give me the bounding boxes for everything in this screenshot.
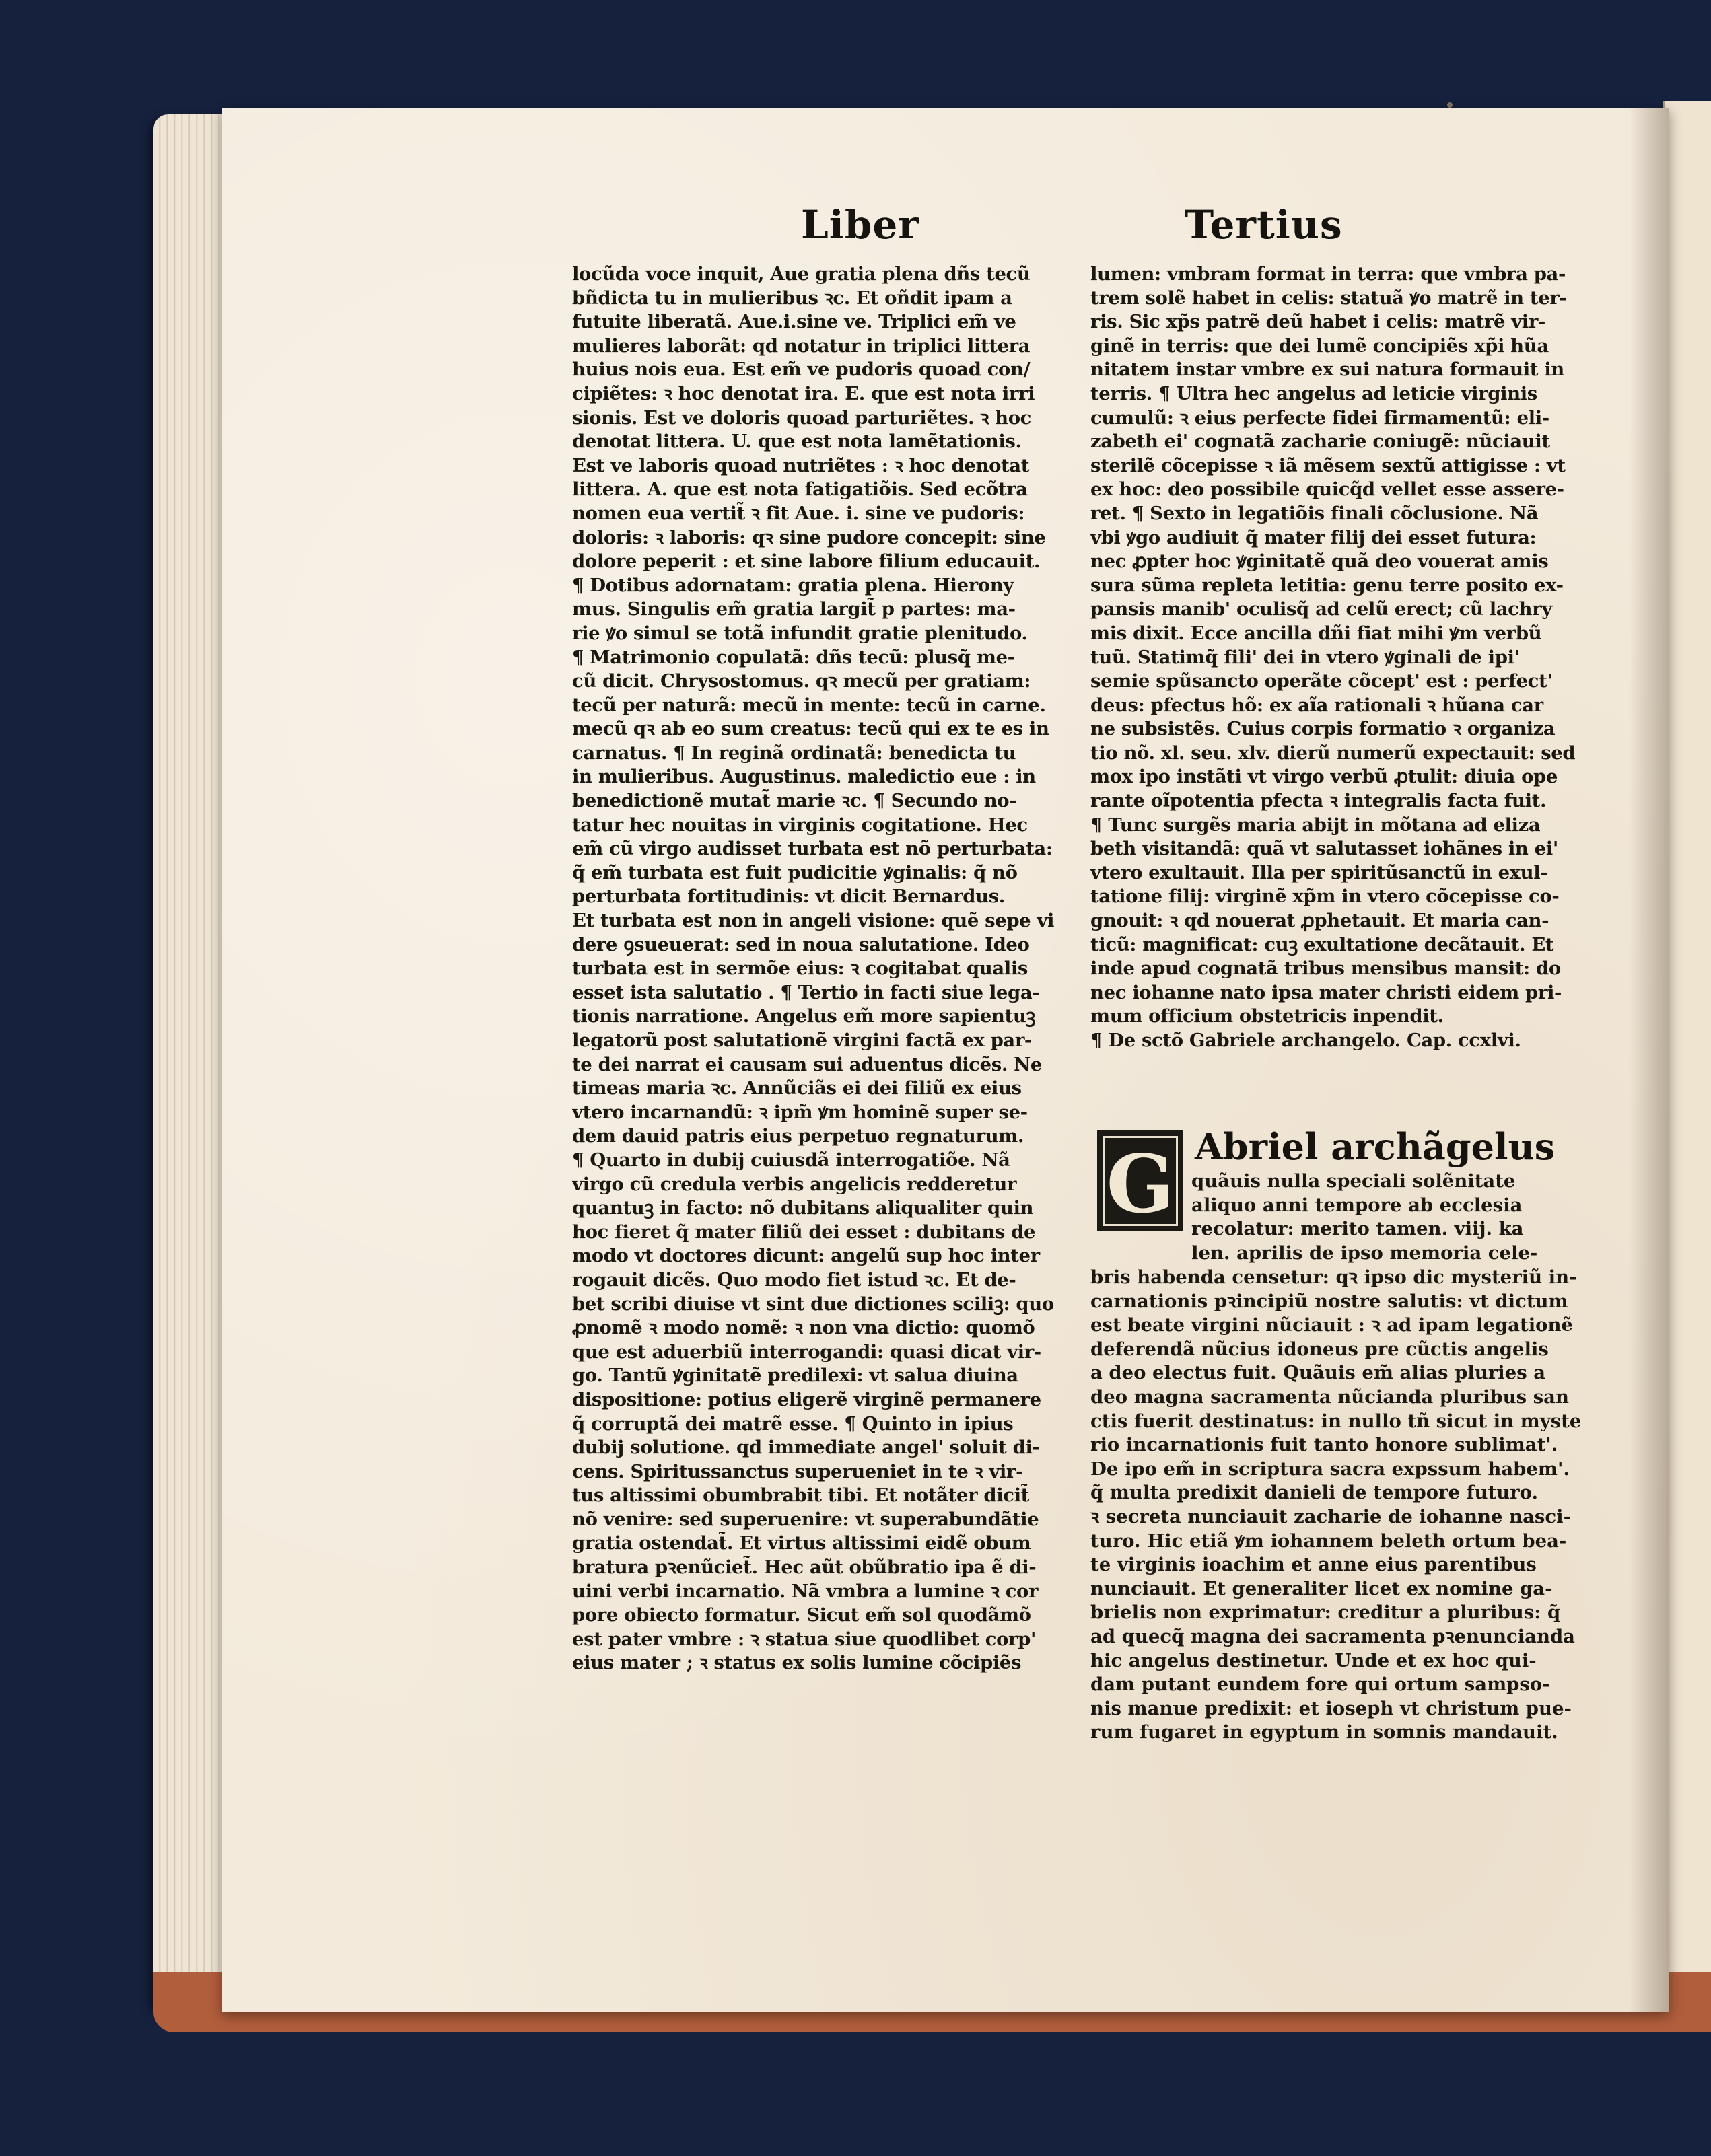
text-line: quãuis nulla speciali solẽnitate — [1191, 1170, 1516, 1192]
text-line: uini verbi incarnatio. Nã vmbra a lumine ꝛ cor — [572, 1580, 1039, 1602]
text-line: vbi ꝟgo audiuit q̃ mater filij dei esset futura: — [1090, 526, 1537, 548]
text-line: gnouit: ꝛ qd nouerat ꝓphetauit. Et maria can- — [1090, 910, 1549, 932]
text-line: bris habenda censetur: qꝛ ipso dic mysteriũ in- — [1090, 1266, 1577, 1288]
text-line: ticũ: magnificat: cuꝫ exultatione decãtauit. Et — [1090, 933, 1554, 956]
text-line: ¶ De sctõ Gabriele archangelo. Cap. ccxlvi. — [1090, 1030, 1521, 1051]
text-line: cũ dicit. Chrysostomus. qꝛ mecũ per gratiam: — [572, 670, 1031, 692]
text-line: tuũ. Statimq̃ fili' dei in vtero ꝟginali de ipi' — [1090, 646, 1520, 668]
text-line: virgo cũ credula verbis angelicis redderetur — [572, 1173, 1017, 1195]
text-line: dolore peperit : et sine labore filium educauit. — [572, 550, 1041, 573]
text-line: em̃ cũ virgo audisset turbata est nõ perturbata: — [572, 838, 1053, 860]
initial-letter: G — [1106, 1137, 1175, 1231]
text-line: ¶ Dotibus adornatam: gratia plena. Hierony — [572, 574, 1014, 596]
text-line: Et turbata est non in angeli visione: quẽ sepe vi — [572, 910, 1055, 932]
text-line: semie spũsancto operãte cõcept' est : perfect' — [1090, 670, 1553, 692]
text-line: rante oĩpotentia pfecta ꝛ integralis facta fuit. — [1090, 790, 1547, 812]
text-line: nunciauit. Et generaliter licet ex nomine ga- — [1090, 1577, 1553, 1600]
text-line: est beate virgini nũciauit : ꝛ ad ipam legationẽ — [1090, 1314, 1573, 1336]
text-line: denotat littera. U. que est nota lamẽtationis. — [572, 431, 1022, 453]
text-line: nitatem instar vmbre ex sui natura formauit in — [1090, 359, 1564, 381]
text-line: sionis. Est ve doloris quoad parturiẽtes. ꝛ hoc — [572, 406, 1032, 429]
text-line: bet scribi diuise vt sint due dictiones sciliꝫ: quo — [572, 1293, 1054, 1315]
text-line: aliquo anni tempore ab ecclesia — [1191, 1194, 1523, 1216]
text-line: pore obiecto formatur. Sicut em̃ sol quodãmõ — [572, 1604, 1031, 1626]
text-line: dere ꝯsueuerat: sed in noua salutatione. Ideo — [572, 933, 1030, 956]
text-line: ꝛ secreta nunciauit zacharie de iohanne nasci- — [1090, 1505, 1571, 1528]
text-line: est pater vmbre : ꝛ statua siue quodlibet corp' — [572, 1628, 1036, 1650]
text-line: deferendã nũcius idoneus pre cũctis angelis — [1090, 1338, 1549, 1360]
text-line: turbata est in sermõe eius: ꝛ cogitabat qualis — [572, 958, 1028, 980]
text-line: ris. Sic xp̃s patrẽ deũ habet i celis: matrẽ vir- — [1090, 311, 1545, 333]
text-line: tatur hec nouitas in virginis cogitatione. Hec — [572, 814, 1028, 836]
text-line: nec iohanne nato ipsa mater christi eidem pri- — [1090, 981, 1562, 1003]
text-line: carnatus. ¶ In reginã ordinatã: benedicta tu — [572, 742, 1016, 764]
text-line: tecũ per naturã: mecũ in mente: tecũ in carne. — [572, 694, 1046, 716]
text-line: locũda voce inquit, Aue gratia plena dñs tecũ — [572, 263, 1031, 285]
text-line: dubij solutione. qd immediate angel' soluit di- — [572, 1437, 1040, 1459]
text-line: ctis fuerit destinatus: in nullo tñ sicut in myste — [1090, 1410, 1582, 1432]
text-line: gratia ostendat̃. Et virtus altissimi eidẽ obum — [572, 1532, 1031, 1554]
text-line: hoc fieret q̃ mater filiũ dei esset : dubitans de — [572, 1221, 1036, 1243]
text-line: mum officium obstetricis inpendit. — [1090, 1005, 1444, 1028]
text-line: mulieres laborãt: qd notatur in triplici littera — [572, 334, 1031, 357]
running-head-left: Liber — [801, 202, 919, 248]
text-line: carnationis pꝛincipiũ nostre salutis: vt dictum — [1090, 1290, 1568, 1312]
text-line: dispositione: potius eligerẽ virginẽ permanere — [572, 1388, 1041, 1410]
text-line: cipiẽtes: ꝛ hoc denotat ira. E. que est nota irri — [572, 382, 1035, 404]
text-line: mis dixit. Ecce ancilla dñi fiat mihi ꝟm verbũ — [1090, 622, 1542, 644]
text-line: turo. Hic etiã ꝟm iohannem beleth ortum bea- — [1090, 1530, 1567, 1552]
text-line: De ipo em̃ in scriptura sacra expssum habem'. — [1090, 1458, 1570, 1480]
text-line: a deo electus fuit. Quãuis em̃ alias pluries a — [1090, 1362, 1546, 1384]
text-line: mecũ qꝛ ab eo sum creatus: tecũ qui ex te es in — [572, 718, 1049, 740]
text-line: q̃ corruptã dei matrẽ esse. ¶ Quinto in ipius — [572, 1412, 1014, 1435]
text-line: pansis manib' oculisq̃ ad celũ erect; cũ lachry — [1090, 598, 1552, 620]
text-line: q̃ em̃ turbata est fuit pudicitie ꝟginalis: q̃ nõ — [572, 861, 1018, 884]
text-line: inde apud cognatã tribus mensibus mansit: do — [1090, 958, 1561, 980]
text-line: recolatur: merito tamen. viij. ka — [1191, 1218, 1524, 1240]
decorated-initial — [1097, 1130, 1183, 1231]
left-text-column — [572, 262, 1090, 1676]
text-line: ¶ Tunc surgẽs maria abijt in mõtana ad eliza — [1090, 814, 1541, 836]
text-line: terris. ¶ Ultra hec angelus ad leticie virginis — [1090, 382, 1537, 404]
text-line: zabeth ei' cognatã zacharie coniugẽ: nũciauit — [1090, 431, 1550, 453]
text-line: benedictionẽ mutat̃ marie ꝛc. ¶ Secundo no- — [572, 790, 1017, 812]
text-line: rio incarnationis fuit tanto honore sublimat'. — [1090, 1434, 1558, 1456]
text-line: ex hoc: deo possibile quicq̃d vellet esse assere- — [1090, 478, 1564, 501]
text-line: futuite liberatã. Aue.i.sine ve. Triplici em̃ ve — [572, 311, 1016, 333]
chapter-heading: Abriel archãgelus — [1195, 1125, 1556, 1168]
text-line: legatorũ post salutationẽ virgini factã ex par- — [572, 1030, 1032, 1051]
text-line: bñdicta tu in mulieribus ꝛc. Et oñdit ipam a — [572, 287, 1012, 309]
text-line: cens. Spiritussanctus superueniet in te ꝛ vir- — [572, 1460, 1024, 1482]
text-line: tatione filij: virginẽ xp̃m in vtero cõcepisse co- — [1090, 886, 1560, 908]
text-line: timeas maria ꝛc. Annũciãs ei dei filiũ ex eius — [572, 1077, 1022, 1100]
text-line: te virginis ioachim et anne eius parentibus — [1090, 1554, 1537, 1576]
text-line: modo vt doctores dicunt: angelũ sup hoc inter — [572, 1245, 1040, 1267]
right-text-column-bottom — [1090, 1266, 1615, 1745]
facing-page-edge — [1663, 101, 1711, 1972]
text-line: tionis narratione. Angelus em̃ more sapientuꝫ — [572, 1005, 1036, 1028]
text-line: eius mater ; ꝛ status ex solis lumine cõcipiẽs — [572, 1652, 1022, 1674]
text-line: quantuꝫ in facto: nõ dubitans aliqualiter quin — [572, 1197, 1034, 1219]
text-line: vtero exultauit. Illa per spiritũsanctũ in exul- — [1090, 861, 1548, 884]
text-line: sterilẽ cõcepisse ꝛ iã mẽsem sextũ attigisse : vt — [1090, 454, 1566, 476]
text-line: dam putant eundem fore qui ortum sampso- — [1090, 1674, 1550, 1696]
text-line: tio nõ. xl. seu. xlv. dierũ numerũ expectauit: sed — [1090, 742, 1576, 764]
text-line: nis manue predixit: et ioseph vt christum pue- — [1090, 1697, 1572, 1719]
right-text-column-top — [1090, 262, 1609, 1053]
text-line: huius nois eua. Est em̃ ve pudoris quoad con/ — [572, 359, 1031, 381]
text-line: ¶ Matrimonio copulatã: dñs tecũ: plusq̃ me- — [572, 646, 1015, 668]
text-line: cumulũ: ꝛ eius perfecte fidei firmamentũ: eli- — [1090, 406, 1549, 429]
text-line: hic angelus destinetur. Unde et ex hoc qui- — [1090, 1649, 1537, 1672]
text-line: mox ipo instãti vt virgo verbũ ꝓtulit: diuia ope — [1090, 766, 1558, 788]
text-line: nõ venire: sed superuenire: vt superabundãtie — [572, 1508, 1039, 1530]
text-line: bratura pꝛenũciet̃. Hec aũt obũbratio ipa ẽ di- — [572, 1556, 1037, 1579]
text-line: vtero incarnandũ: ꝛ ipm̃ ꝟm hominẽ super se- — [572, 1101, 1028, 1123]
text-line: te dei narrat ei causam sui aduentus dicẽs. Ne — [572, 1053, 1043, 1075]
text-line: beth visitandã: quã vt salutasset iohãnes in ei' — [1090, 838, 1558, 860]
running-head-right: Tertius — [1185, 202, 1343, 248]
text-line: ne subsistẽs. Cuius corpis formatio ꝛ organiza — [1090, 718, 1556, 740]
text-line: deo magna sacramenta nũcianda pluribus san — [1090, 1386, 1569, 1408]
text-line: nec ꝓpter hoc ꝟginitatẽ quã deo vouerat amis — [1090, 550, 1549, 573]
text-line: rie ꝟo simul se totã infundit gratie plenitudo. — [572, 622, 1028, 644]
gutter-shadow — [1629, 108, 1669, 2012]
text-line: in mulieribus. Augustinus. maledictio eue : in — [572, 766, 1036, 788]
text-line: ginẽ in terris: que dei lumẽ concipiẽs xp̃i hũa — [1090, 334, 1549, 357]
text-beside-initial — [1191, 1170, 1609, 1265]
text-line: que est aduerbiũ interrogandi: quasi dicat vir- — [572, 1340, 1041, 1363]
text-line: deus: pfectus hõ: ex aĩa rationali ꝛ hũana car — [1090, 694, 1543, 716]
text-line: ad quecq̃ magna dei sacramenta pꝛenuncianda — [1090, 1625, 1575, 1647]
text-line: lumen: vmbram format in terra: que vmbra pa- — [1090, 263, 1566, 285]
text-line: sura sũma repleta letitia: genu terre posito ex- — [1090, 574, 1564, 596]
text-line: Est ve laboris quoad nutriẽtes : ꝛ hoc denotat — [572, 454, 1030, 476]
text-line: len. aprilis de ipso memoria cele- — [1191, 1242, 1538, 1264]
text-line: littera. A. que est nota fatigatiõis. Sed ecõtra — [572, 478, 1028, 501]
text-line: nomen eua vertit̃ ꝛ fit Aue. i. sine ve pudoris: — [572, 502, 1025, 524]
text-line: rogauit dicẽs. Quo modo fiet istud ꝛc. Et de- — [572, 1268, 1016, 1291]
text-line: esset ista salutatio . ¶ Tertio in facti siue lega- — [572, 981, 1040, 1003]
text-line: q̃ multa predixit danieli de tempore futuro. — [1090, 1482, 1539, 1504]
text-line: tus altissimi obumbrabit tibi. Et notãter dicit̃ — [572, 1484, 1029, 1507]
text-line: brielis non exprimatur: creditur a pluribus: q̃ — [1090, 1602, 1561, 1624]
text-line: dem dauid patris eius perpetuo regnaturum. — [572, 1125, 1024, 1147]
paper-spot — [1447, 102, 1453, 108]
text-line: trem solẽ habet in celis: statuã ꝟo matrẽ in ter- — [1090, 287, 1567, 309]
text-line: ret. ¶ Sexto in legatiõis finali cõclusione. Nã — [1090, 502, 1539, 524]
text-line: ¶ Quarto in dubij cuiusdã interrogatiõe. Nã — [572, 1149, 1010, 1171]
text-line: ꝓnomẽ ꝛ modo nomẽ: ꝛ non vna dictio: quomõ — [572, 1317, 1035, 1339]
text-line: doloris: ꝛ laboris: qꝛ sine pudore concepit: sine — [572, 526, 1046, 548]
text-line: rum fugaret in egyptum in somnis mandauit. — [1090, 1721, 1558, 1744]
text-line: mus. Singulis em̃ gratia largit̃ p partes: ma- — [572, 598, 1016, 620]
text-line: perturbata fortitudinis: vt dicit Bernardus. — [572, 886, 1005, 908]
text-line: go. Tantũ ꝟginitatẽ predilexi: vt salua diuina — [572, 1365, 1018, 1387]
